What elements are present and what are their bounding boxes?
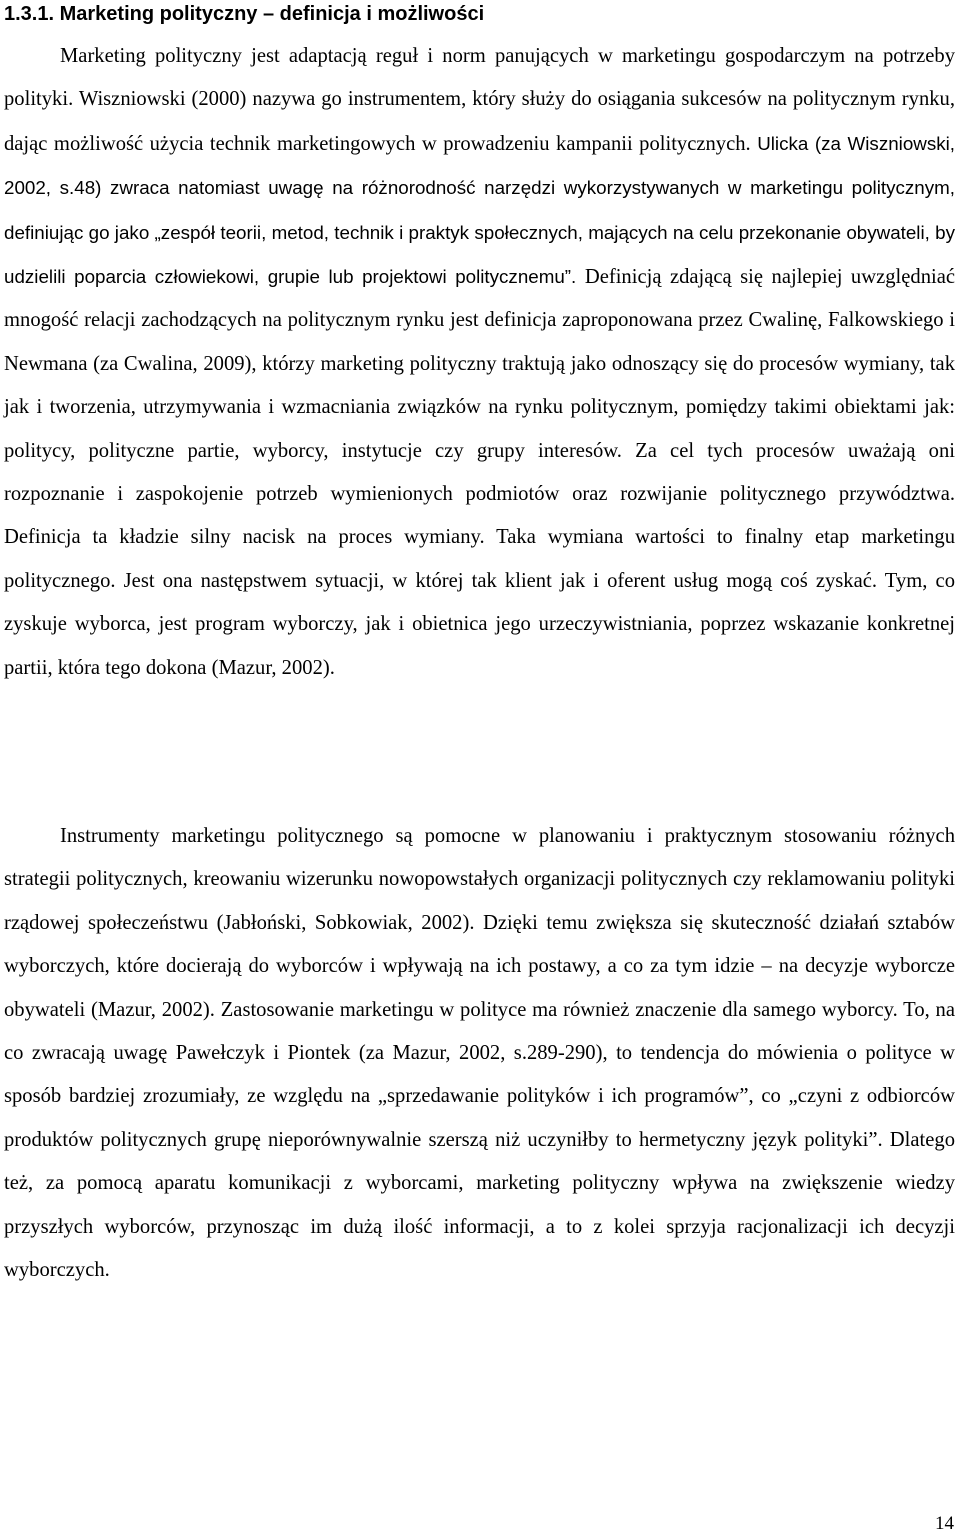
section-heading: 1.3.1. Marketing polityczny – definicja i możliwości bbox=[4, 3, 485, 25]
paragraph-1-text-a: Marketing polityczny jest adaptacją reguł i norm panujących w marketingu gospodarczym na potrzeby polityki. Wiszniowski (2000) nazywa go instrumentem, który służy do osiągania sukcesów na politycznym rynku, dając możliwość użycia technik marketingowych w prowadzeniu kampanii politycznych. bbox=[4, 45, 955, 155]
paragraph-1-text-b: Ulicka (za Wiszniowski, 2002, s.48) zwraca natomiast uwagę na różnorodność narzędzi wykorzystywanych w marketingu politycznym, definiując go jako „zespół teorii, metod, technik i praktyk społecznych, mających na celu przekonanie obywateli, by udzielili poparcia człowiekowi, grupie lub projektowi politycznemu”. bbox=[4, 132, 956, 288]
page-number: 14 bbox=[935, 1513, 954, 1534]
paragraph-1 bbox=[4, 35, 955, 690]
paragraph-1-text-d: Za cel tych procesów uważają oni rozpoznanie i zaspokojenie potrzeb wymienionych podmiotów oraz rozwijanie politycznego przywództwa. Definicja ta kładzie silny nacisk na proces wymiany. Taka wymiana wartości to finalny etap marketingu politycznego. Jest ona następstwem sytuacji, w której tak klient jak i oferent usług mogą coś zyskać. Tym, co zyskuje wyborca, jest program wyborczy, jak i obietnica jego urzeczywistniania, poprzez wskazanie konkretnej partii, która tego dokona (Mazur, 2002). bbox=[4, 439, 955, 679]
paragraph-2 bbox=[4, 815, 955, 1292]
paragraph-2-text-a: Instrumenty marketingu politycznego są pomocne w planowaniu i praktycznym stosowaniu różnych strategii politycznych, kreowaniu wizerunku nowopowstałych organizacji politycznych czy reklamowaniu polityki rządowej społeczeństwu (Jabłoński, Sobkowiak, 2002). Dzięki temu zwiększa się skuteczność działań sztabów wyborczych, które docierają do wyborców i wpływają na ich postawy, a co za tym idzie – na decyzje wyborcze obywateli (Mazur, 2002). Zastosowanie marketingu w polityce ma również znaczenie dla samego wyborcy. To, na co zwracają uwagę Pawełczyk i Piontek (za Mazur, 2002, s.289-290), to tendencja do mówienia o polityce w sposób bardziej zrozumiały, ze względu na „sprzedawanie polityków i ich programów”, co „czyni z odbiorców produktów politycznych grupę nieporównywalnie szerszą niż uczyniłby to hermetyczny język polityki”. Dlatego też, za pomocą aparatu komunikacji z wyborcami, marketing polityczny wpływa na zwiększenie wiedzy przyszłych wyborców, przynosząc im dużą ilość informacji, a to z kolei sprzyja racjonalizacji ich decyzji wyborczych. bbox=[4, 825, 955, 1282]
paragraph-1-text-c: Definicją zdającą się najlepiej uwzględniać mnogość relacji zachodzących na politycznym rynku jest definicja zaproponowana przez Cwalinę, Falkowskiego i Newmana (za Cwalina, 2009), którzy marketing polityczny traktują jako odnoszący się do procesów wymiany, tak jak i tworzenia, utrzymywania i wzmacniania związków na rynku politycznym, pomiędzy takimi obiektami jak: politycy, polityczne partie, wyborcy, instytucje czy grupy interesów. bbox=[4, 266, 955, 462]
